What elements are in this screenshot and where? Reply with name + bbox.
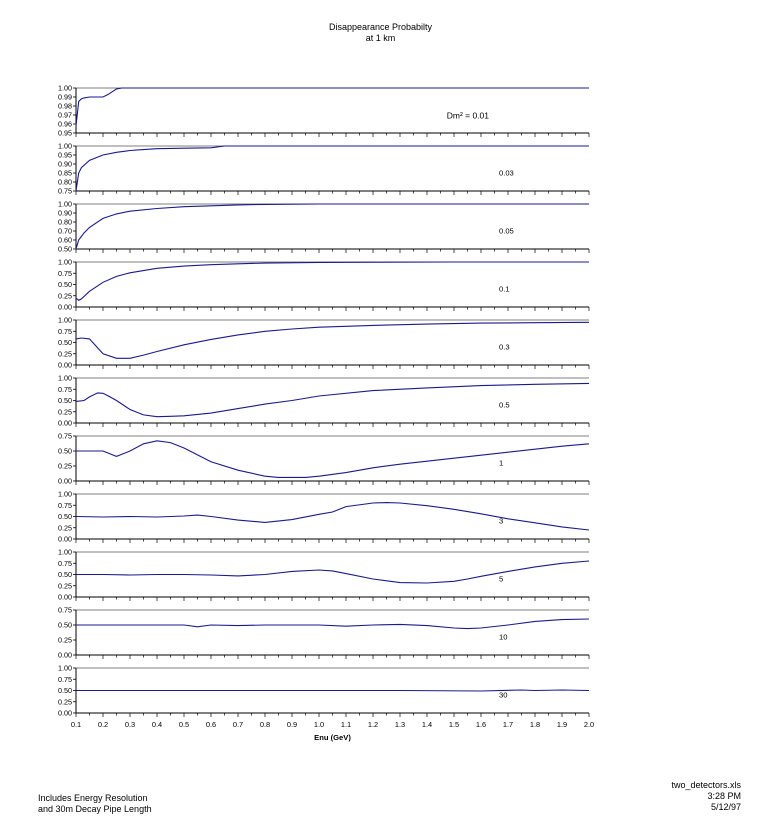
y-tick-label: 0.25 bbox=[58, 635, 72, 645]
series-line bbox=[76, 619, 589, 629]
x-tick-label: 0.4 bbox=[151, 720, 163, 729]
y-tick-label: 0.50 bbox=[58, 570, 72, 580]
series-line bbox=[76, 383, 589, 416]
y-tick-label: 0.00 bbox=[58, 708, 72, 718]
y-tick-label: 0.80 bbox=[58, 177, 72, 187]
y-tick-label: 0.75 bbox=[58, 326, 72, 336]
note-line-2: and 30m Decay Pipe Length bbox=[38, 804, 152, 814]
y-tick-label: 0.50 bbox=[58, 280, 72, 290]
y-tick-label: 0.80 bbox=[58, 217, 72, 227]
y-tick-label: 0.00 bbox=[58, 360, 72, 370]
note-line-1: Includes Energy Resolution bbox=[38, 793, 148, 803]
x-tick-label: 1.9 bbox=[556, 720, 568, 729]
x-tick-label: 1.1 bbox=[340, 720, 352, 729]
panel-label: Dm² = 0.01 bbox=[446, 110, 489, 121]
y-tick-label: 0.50 bbox=[58, 512, 72, 522]
panel-label: 0.05 bbox=[499, 226, 514, 236]
y-tick-label: 0.25 bbox=[58, 697, 72, 707]
x-tick-label: 0.7 bbox=[232, 720, 244, 729]
y-tick-label: 0.75 bbox=[58, 431, 72, 441]
series-line bbox=[76, 88, 589, 126]
x-tick-label: 2.0 bbox=[583, 720, 595, 729]
x-tick-label: 1.5 bbox=[448, 720, 460, 729]
series-line bbox=[76, 690, 589, 691]
series-line bbox=[76, 441, 589, 478]
x-tick-label: 1.0 bbox=[313, 720, 325, 729]
y-tick-label: 0.50 bbox=[58, 686, 72, 696]
series-line bbox=[76, 561, 589, 583]
y-tick-label: 1.00 bbox=[58, 663, 72, 673]
y-tick-label: 0.75 bbox=[58, 186, 72, 196]
x-tick-label: 1.7 bbox=[502, 720, 514, 729]
y-tick-label: 0.25 bbox=[58, 407, 72, 417]
y-tick-label: 1.00 bbox=[58, 489, 72, 499]
y-tick-label: 0.25 bbox=[58, 523, 72, 533]
y-tick-label: 0.99 bbox=[58, 92, 72, 102]
x-tick-label: 0.6 bbox=[205, 720, 217, 729]
y-tick-label: 1.00 bbox=[58, 141, 72, 151]
x-tick-label: 1.8 bbox=[529, 720, 541, 729]
y-tick-label: 0.70 bbox=[58, 226, 72, 236]
y-tick-label: 1.00 bbox=[58, 83, 72, 93]
y-tick-label: 0.96 bbox=[58, 119, 72, 129]
y-tick-label: 1.00 bbox=[58, 199, 72, 209]
panel-label: 5 bbox=[499, 574, 504, 584]
x-tick-label: 0.5 bbox=[178, 720, 190, 729]
x-tick-label: 0.8 bbox=[259, 720, 271, 729]
y-tick-label: 1.00 bbox=[58, 373, 72, 383]
y-tick-label: 0.50 bbox=[58, 338, 72, 348]
y-tick-label: 0.00 bbox=[58, 418, 72, 428]
y-tick-label: 0.60 bbox=[58, 235, 72, 245]
panel-label: 30 bbox=[499, 690, 508, 700]
y-tick-label: 0.25 bbox=[58, 461, 72, 471]
file-name: two_detectors.xls bbox=[671, 780, 741, 790]
y-tick-label: 1.00 bbox=[58, 315, 72, 325]
x-axis-label: Enu (GeV) bbox=[314, 733, 351, 742]
y-tick-label: 0.25 bbox=[58, 581, 72, 591]
y-tick-label: 0.25 bbox=[58, 349, 72, 359]
y-tick-label: 0.00 bbox=[58, 650, 72, 660]
y-tick-label: 0.50 bbox=[58, 244, 72, 254]
panel-label: 10 bbox=[499, 632, 508, 642]
panel-label: 3 bbox=[499, 516, 504, 526]
chart-subtitle: at 1 km bbox=[365, 33, 396, 43]
y-tick-label: 0.75 bbox=[58, 268, 72, 278]
x-tick-label: 1.2 bbox=[367, 720, 379, 729]
y-tick-label: 0.75 bbox=[58, 605, 72, 615]
y-tick-label: 0.00 bbox=[58, 302, 72, 312]
y-tick-label: 0.75 bbox=[58, 558, 72, 568]
y-tick-label: 0.00 bbox=[58, 592, 72, 602]
x-tick-label: 1.4 bbox=[421, 720, 433, 729]
y-tick-label: 1.00 bbox=[58, 257, 72, 267]
y-tick-label: 0.50 bbox=[58, 620, 72, 630]
x-tick-label: 0.2 bbox=[97, 720, 109, 729]
y-tick-label: 0.97 bbox=[58, 110, 72, 120]
x-tick-label: 1.6 bbox=[475, 720, 487, 729]
y-tick-label: 0.98 bbox=[58, 101, 72, 111]
y-tick-label: 0.75 bbox=[58, 384, 72, 394]
y-tick-label: 0.00 bbox=[58, 476, 72, 486]
series-line bbox=[76, 503, 589, 530]
y-tick-label: 0.95 bbox=[58, 128, 72, 138]
y-tick-label: 0.75 bbox=[58, 500, 72, 510]
x-tick-label: 0.1 bbox=[70, 720, 82, 729]
y-tick-label: 0.90 bbox=[58, 159, 72, 169]
panel-label: 1 bbox=[499, 458, 504, 468]
series-line bbox=[76, 262, 589, 300]
y-tick-label: 0.95 bbox=[58, 150, 72, 160]
y-tick-label: 1.00 bbox=[58, 547, 72, 557]
file-info bbox=[671, 780, 741, 813]
panel-label: 0.5 bbox=[499, 400, 510, 410]
file-date: 5/12/97 bbox=[710, 802, 741, 812]
panel-label: 0.1 bbox=[499, 284, 510, 294]
y-tick-label: 0.00 bbox=[58, 534, 72, 544]
footnote bbox=[38, 793, 152, 815]
y-tick-label: 0.75 bbox=[58, 674, 72, 684]
file-time: 3:28 PM bbox=[707, 791, 741, 801]
panel-label: 0.03 bbox=[499, 168, 514, 178]
panel-label: 0.3 bbox=[499, 342, 510, 352]
y-tick-label: 0.85 bbox=[58, 168, 72, 178]
x-tick-label: 0.3 bbox=[124, 720, 136, 729]
series-line bbox=[76, 322, 589, 358]
y-tick-label: 0.90 bbox=[58, 208, 72, 218]
y-tick-label: 0.50 bbox=[58, 396, 72, 406]
y-tick-label: 0.25 bbox=[58, 291, 72, 301]
y-tick-label: 0.50 bbox=[58, 446, 72, 456]
chart-title: Disappearance Probabilty bbox=[328, 22, 433, 32]
x-tick-label: 0.9 bbox=[286, 720, 298, 729]
x-tick-label: 1.3 bbox=[394, 720, 406, 729]
